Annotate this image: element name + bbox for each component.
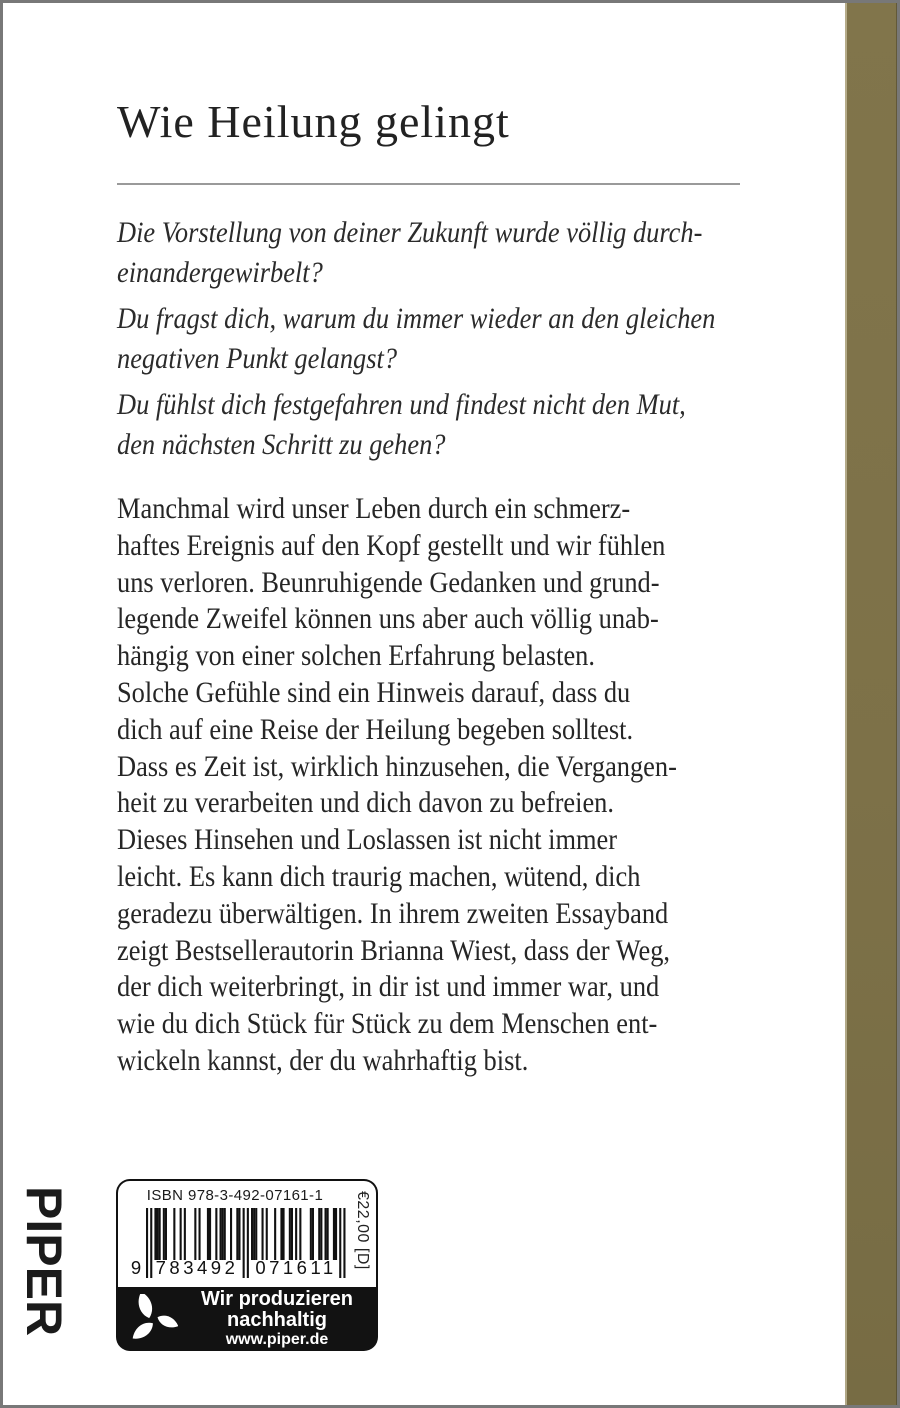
ean13-barcode — [130, 1208, 348, 1278]
question-line: Du fühlst dich festgefahren und findest nicht den Mut, — [117, 388, 686, 421]
questions-block — [117, 213, 786, 471]
sustainability-badge — [116, 1287, 378, 1351]
title-divider — [117, 183, 740, 185]
blurb-line: uns verloren. Beunruhigende Gedanken und grund- — [117, 565, 660, 599]
blurb-line: Manchmal wird unser Leben durch ein schmerz- — [117, 492, 631, 525]
ean-digit-group: 9 — [130, 1257, 142, 1278]
sustainability-text — [188, 1289, 366, 1349]
question-line: negativen Punkt gelangst? — [117, 342, 398, 375]
blurb-block — [117, 491, 803, 1080]
question-line: Die Vorstellung von deiner Zukunft wurde völlig durch- — [117, 216, 703, 249]
ean-digit-group: 783492 — [155, 1257, 239, 1278]
blurb-line: Solche Gefühle sind ein Hinweis darauf, dass du — [117, 675, 631, 709]
publisher-logo: PIPER — [16, 1186, 72, 1337]
blurb-line: zeigt Bestsellerautorin Brianna Wiest, dass der Weg, — [117, 933, 671, 967]
question-line: Du fragst dich, warum du immer wieder an den gleichen — [117, 302, 716, 335]
question-line: den nächsten Schritt zu gehen? — [117, 428, 446, 461]
ean-digit-group: 071611 — [255, 1257, 337, 1278]
barcode-panel — [116, 1179, 378, 1351]
page-title: Wie Heilung gelingt — [117, 96, 510, 147]
question-line: einandergewirbelt? — [117, 256, 323, 289]
blurb-line: geradezu überwältigen. In ihrem zweiten Essayband — [117, 896, 669, 930]
badge-line: Wir produzieren — [200, 1288, 354, 1310]
blurb-line: dich auf eine Reise der Heilung begeben solltest. — [117, 712, 634, 746]
price-label: €22,00 [D] — [354, 1191, 371, 1270]
blurb-line: heit zu verarbeiten und dich davon zu befreien. — [117, 786, 614, 820]
piper-website: www.piper.de — [225, 1331, 329, 1348]
badge-line: nachhaltig — [226, 1309, 327, 1331]
recycling-leaves-icon — [128, 1294, 178, 1344]
blurb-line: Dieses Hinsehen und Loslassen ist nicht immer — [117, 823, 618, 857]
question-paragraph — [117, 213, 786, 293]
blurb-line: Dass es Zeit ist, wirklich hinzusehen, die Vergangen- — [117, 749, 677, 783]
question-paragraph — [117, 299, 786, 379]
spine-strip — [845, 3, 897, 1405]
isbn-label: ISBN 978-3-492-07161-1 — [146, 1187, 324, 1204]
blurb-line: hängig von einer solchen Erfahrung belasten. — [117, 639, 595, 673]
blurb-line: haftes Ereignis auf den Kopf gestellt und wir fühlen — [117, 528, 666, 562]
question-paragraph — [117, 385, 786, 465]
blurb-line: wie du dich Stück für Stück zu dem Menschen ent- — [117, 1007, 658, 1041]
blurb-line: wickeln kannst, der du wahrhaftig bist. — [117, 1043, 529, 1077]
blurb-line: der dich weiterbringt, in dir ist und immer war, und — [117, 970, 660, 1004]
blurb-line: leicht. Es kann dich traurig machen, wütend, dich — [117, 859, 641, 893]
blurb-line: legende Zweifel können uns aber auch völlig unab- — [117, 602, 659, 636]
